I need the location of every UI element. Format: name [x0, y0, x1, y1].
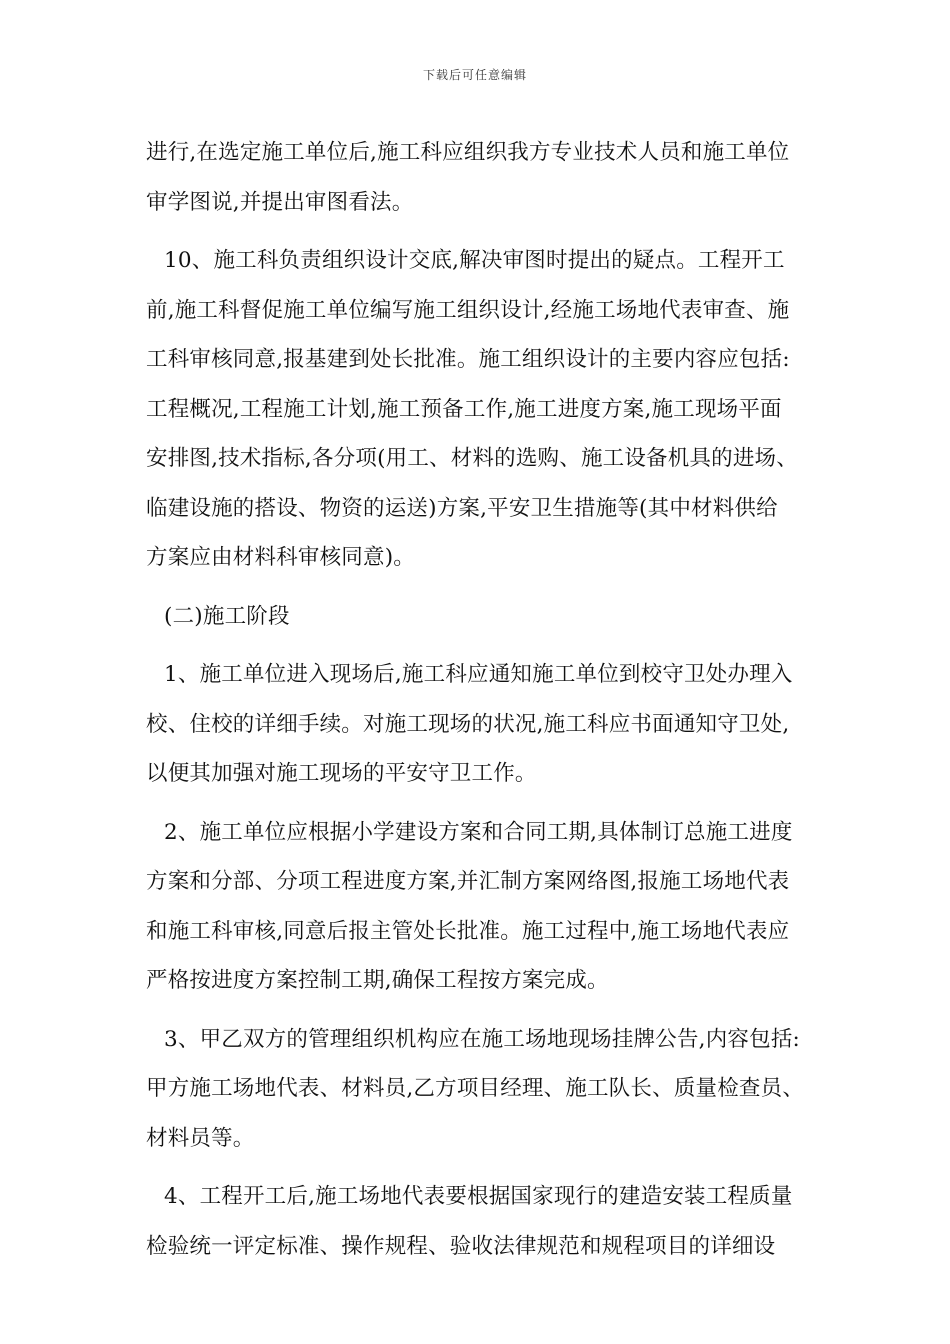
document-body	[146, 128, 822, 1271]
text-line: 工科审核同意,报基建到处长批准。施工组织设计的主要内容应包括:	[146, 347, 790, 372]
text-line: 甲方施工场地代表、材料员,乙方项目经理、施工队长、质量检查员、	[146, 1076, 805, 1101]
text-line: (二)施工阶段	[164, 603, 290, 629]
page-header: 下载后可任意编辑	[422, 68, 527, 82]
text-line: 检验统一评定标准、操作规程、验收法律规范和规程项目的详细设	[146, 1233, 776, 1259]
text-line: 安排图,技术指标,各分项(用工、材料的选购、施工设备机具的进场、	[146, 446, 798, 471]
text-line: 1、施工单位进入现场后,施工科应通知施工单位到校守卫处办理入	[164, 662, 793, 687]
text-line: 10、施工科负责组织设计交底,解决审图时提出的疑点。工程开工	[164, 248, 785, 273]
text-line: 进行,在选定施工单位后,施工科应组织我方专业技术人员和施工单位	[146, 140, 790, 165]
text-line: 临建设施的搭设、物资的运送)方案,平安卫生措施等(其中材料供给	[146, 495, 778, 521]
text-line: 和施工科审核,同意后报主管处长批准。施工过程中,施工场地代表应	[146, 918, 790, 944]
text-line: 校、住校的详细手续。对施工现场的状况,施工科应书面通知守卫处,	[146, 711, 790, 737]
text-line: 方案和分部、分项工程进度方案,并汇制方案网络图,报施工场地代表	[146, 869, 790, 894]
text-line: 4、工程开工后,施工场地代表要根据国家现行的建造安装工程质量	[164, 1184, 793, 1209]
text-line: 2、施工单位应根据小学建设方案和合同工期,具体制订总施工进度	[164, 819, 793, 845]
text-line: 材料员等。	[146, 1125, 255, 1151]
text-line: 严格按进度方案控制工期,确保工程按方案完成。	[146, 968, 609, 993]
text-line: 审学图说,并提出审图看法。	[146, 189, 414, 215]
text-line: 以便其加强对施工现场的平安守卫工作。	[146, 761, 537, 786]
text-line: 前,施工科督促施工单位编写施工组织设计,经施工场地代表审查、施	[146, 297, 790, 323]
text-line: 工程概况,工程施工计划,施工预备工作,施工进度方案,施工现场平面	[146, 396, 782, 422]
text-line: 方案应由材料科审核同意)。	[146, 545, 415, 570]
text-line: 3、甲乙双方的管理组织机构应在施工场地现场挂牌公告,内容包括:	[164, 1026, 800, 1052]
